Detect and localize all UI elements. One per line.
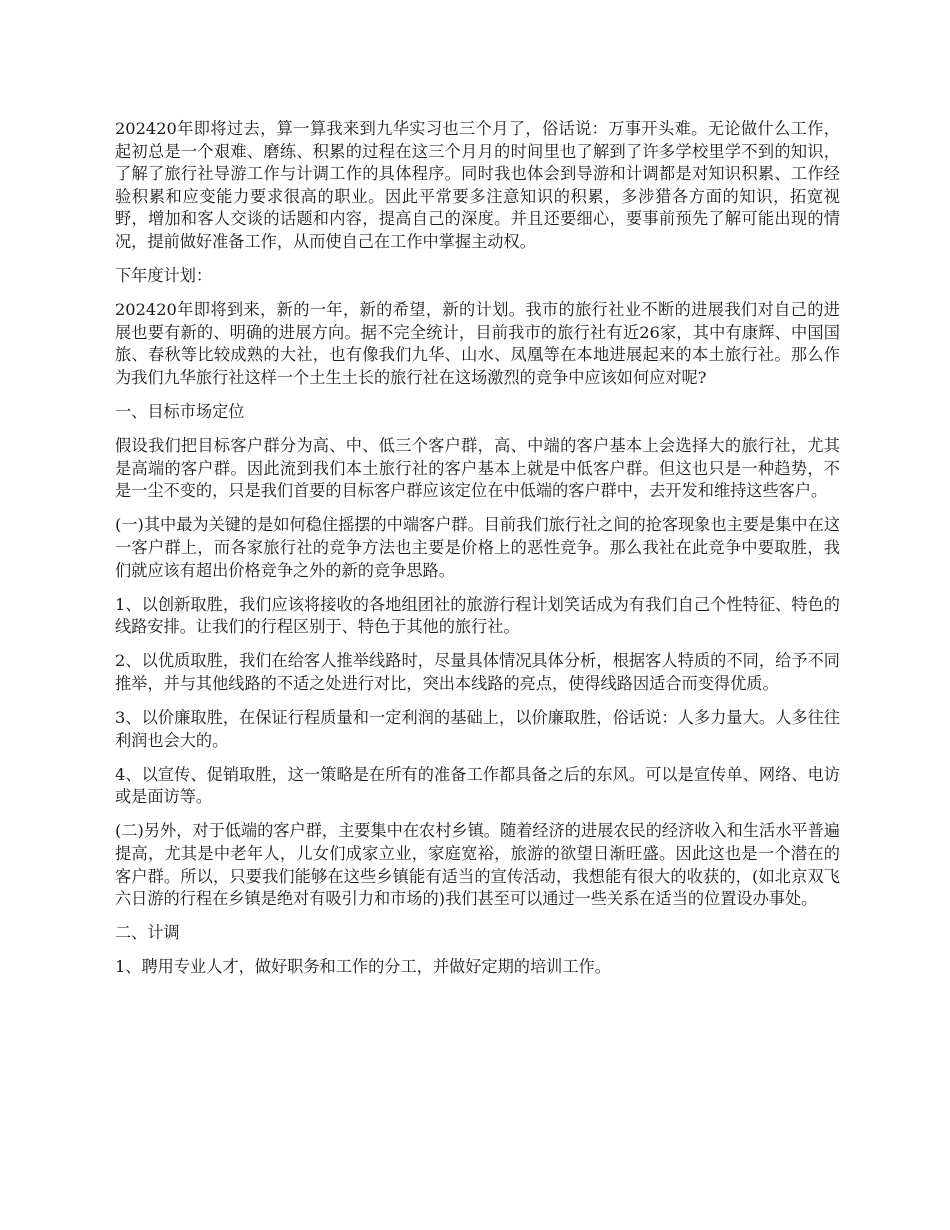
paragraph-intro-summary: 202420年即将过去，算一算我来到九华实习也三个月了，俗话说：万事开头难。无论做什么工作，起初总是一个艰难、磨练、积累的过程在这三个月月的时间里也了解到了许多学校里学不到的知识，了解了旅行社导游工作与计调工作的具体程序。同时我也体会到导游和计调都是对知识积累、工作经验积累和应变能力要求很高的职业。因此平常要多注意知识的积累，多涉猎各方面的知识，拓宽视野，增加和客人交谈的话题和内容，提高自己的深度。并且还要细心，要事前预先了解可能出现的情况，提前做好准备工作，从而使自己在工作中掌握主动权。 — [115, 119, 840, 251]
document-body — [115, 118, 840, 991]
list-item-hire-professionals: 1、聘用专业人才，做好职务和工作的分工，并做好定期的培训工作。 — [115, 957, 611, 977]
list-item-innovation: 1、以创新取胜，我们应该将接收的各地组团社的旅游行程计划笑话成为有我们自己个性特征、特色的线路安排。让我们的行程区别于、特色于其他的旅行社。 — [115, 594, 840, 637]
list-item-promotion: 4、以宣传、促销取胜，这一策略是在所有的准备工作都具备之后的东风。可以是宣传单、网络、电访或是面访等。 — [115, 764, 840, 807]
heading-planning-dispatch: 二、计调 — [115, 923, 180, 943]
paragraph-customer-segments: 假设我们把目标客户群分为高、中、低三个客户群，高、中端的客户基本上会选择大的旅行社，尤其是高端的客户群。因此流到我们本土旅行社的客户基本上就是中低客户群。但这也只是一种趋势，不是一尘不变的，只是我们首要的目标客户群应该定位在中低端的客户群中，去开发和维持这些客户。 — [115, 436, 840, 501]
paragraph-low-end-customers: (二)另外，对于低端的客户群，主要集中在农村乡镇。随着经济的进展农民的经济收入和生活水平普遍提高，尤其是中老年人，儿女们成家立业，家庭宽裕，旅游的欲望日渐旺盛。因此这也是一个潜在的客户群。所以，只要我们能够在这些乡镇能有适当的宣传活动，我想能有很大的收获的，(如北京双飞六日游的行程在乡镇是绝对有吸引力和市场的)我们甚至可以通过一些关系在适当的位置设办事处。 — [115, 821, 840, 909]
paragraph-mid-end-customers: (一)其中最为关键的是如何稳住摇摆的中端客户群。目前我们旅行社之间的抢客现象也主要是集中在这一客户群上，而各家旅行社的竞争方法也主要是价格上的恶性竞争。那么我社在此竞争中要取胜，我们就应该有超出价格竞争之外的新的竞争思路。 — [115, 515, 840, 580]
list-item-quality: 2、以优质取胜，我们在给客人推举线路时，尽量具体情况具体分析，根据客人特质的不同，给予不同推举，并与其他线路的不适之处进行对比，突出本线路的亮点，使得线路因适合而变得优质。 — [115, 651, 840, 693]
heading-next-year-plan: 下年度计划： — [115, 266, 213, 286]
list-item-low-price: 3、以价廉取胜，在保证行程质量和一定利润的基础上，以价廉取胜，俗话说：人多力量大。人多往往利润也会大的。 — [115, 708, 840, 750]
heading-target-market: 一、目标市场定位 — [115, 402, 245, 422]
paragraph-new-year-outlook: 202420年即将到来，新的一年，新的希望，新的计划。我市的旅行社业不断的进展我们对自己的进展也要有新的、明确的进展方向。据不完全统计，目前我市的旅行社有近26家，其中有康辉、中国国旅、春秋等比较成熟的大社，也有像我们九华、山水、凤凰等在本地进展起来的本土旅行社。那么作为我们九华旅行社这样一个土生土长的旅行社在这场激烈的竞争中应该如何应对呢? — [115, 300, 840, 387]
